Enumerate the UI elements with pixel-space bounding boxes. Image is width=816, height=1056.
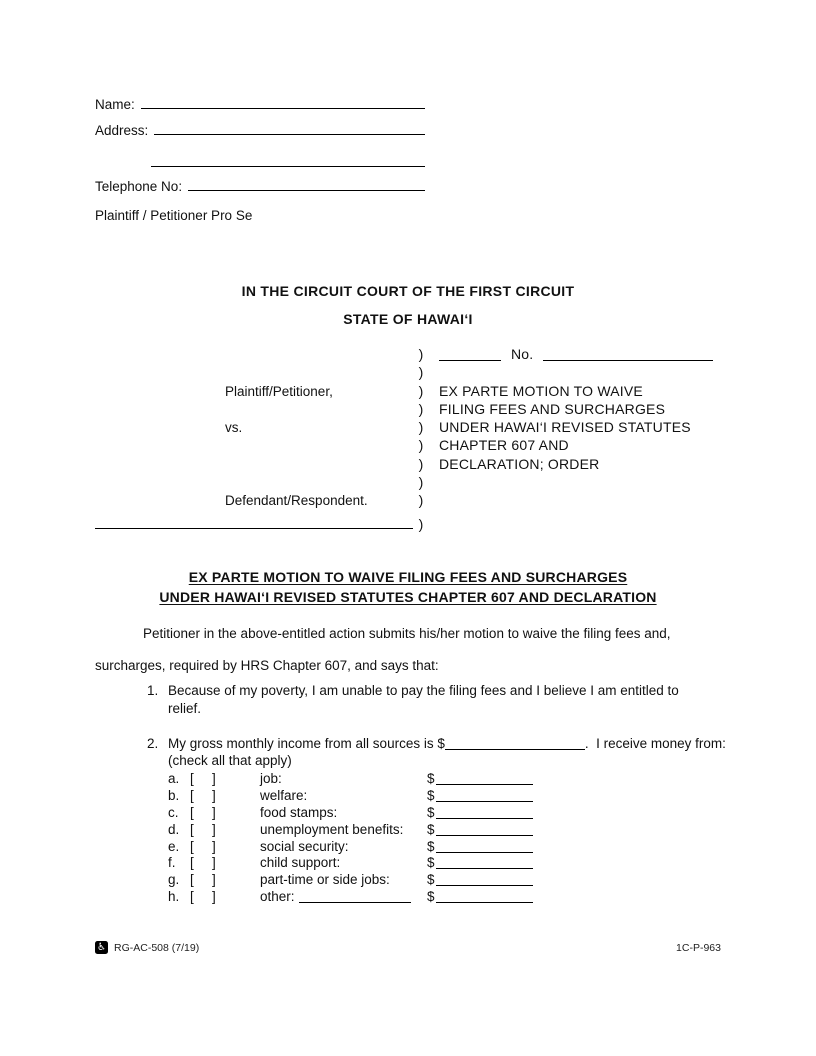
item-1-number: 1. [147, 683, 159, 698]
income-amount [427, 888, 533, 905]
case-number-label: No. [511, 346, 534, 362]
dollar-sign: $ [427, 855, 435, 871]
case-number-line[interactable] [543, 347, 713, 361]
checkbox-close-bracket: ] [212, 872, 216, 888]
intro-paragraph [95, 618, 735, 682]
checkbox-open-bracket: [ [190, 838, 194, 854]
caption-right-cell: UNDER HAWAI‘I REVISED STATUTES [439, 419, 691, 436]
checkbox-open-bracket: [ [190, 787, 194, 803]
court-title [0, 277, 816, 333]
checkbox[interactable] [190, 821, 260, 838]
case-caption [95, 346, 725, 532]
checkbox[interactable] [190, 871, 260, 888]
income-amount [427, 770, 533, 787]
item-2-number: 2. [147, 736, 159, 751]
intro-line2: surcharges, required by HRS Chapter 607, and says that: [95, 658, 439, 673]
wheelchair-accessibility-icon: ♿ [95, 941, 108, 954]
checkbox[interactable] [190, 770, 260, 787]
caption-right-cell: FILING FEES AND SURCHARGES [439, 400, 666, 417]
dollar-sign: $ [427, 804, 435, 820]
income-item-label: unemployment benefits: [260, 821, 404, 837]
caption-row [95, 383, 725, 401]
name-line[interactable] [141, 95, 425, 109]
address-label: Address: [95, 123, 149, 138]
caption-row [95, 401, 725, 419]
amount-line[interactable] [436, 855, 533, 869]
address-line[interactable] [154, 121, 425, 135]
income-item-row [168, 821, 735, 838]
amount-line[interactable] [436, 872, 533, 886]
address-line-2[interactable] [151, 153, 425, 167]
caption-signature-line[interactable] [95, 511, 413, 529]
caption-paren: ) [418, 474, 424, 491]
caption-paren: ) [418, 419, 424, 436]
motion-heading-line1: EX PARTE MOTION TO WAIVE FILING FEES AND SURCHARGES [188, 569, 628, 585]
caption-row [95, 492, 725, 510]
gross-income-sentence [168, 735, 735, 752]
checkbox-close-bracket: ] [212, 821, 216, 837]
income-item-row [168, 838, 735, 855]
amount-line[interactable] [436, 889, 533, 903]
income-item-label: part-time or side jobs: [260, 872, 390, 888]
other-source-line[interactable] [299, 889, 411, 903]
income-item-letter: h. [168, 889, 180, 905]
income-item-label: food stamps: [260, 804, 338, 820]
income-item-row [168, 871, 735, 888]
income-item-label: social security: [260, 838, 349, 854]
caption-row [95, 474, 725, 492]
checkbox-open-bracket: [ [190, 872, 194, 888]
income-item-letter: d. [168, 821, 180, 837]
income-amount [427, 804, 533, 821]
checkbox-close-bracket: ] [212, 804, 216, 820]
item-1-line1: Because of my poverty, I am unable to pay the filing fees and I believe I am entitled to [168, 683, 679, 698]
party-info-block [95, 95, 425, 226]
gross-income-text-after: . I receive money from: [584, 736, 726, 751]
address-field-line2 [95, 153, 425, 171]
checkbox-close-bracket: ] [212, 889, 216, 905]
checkbox[interactable] [190, 888, 260, 905]
checkbox-open-bracket: [ [190, 889, 194, 905]
income-amount [427, 821, 533, 838]
amount-line[interactable] [436, 805, 533, 819]
income-item-row [168, 888, 735, 905]
intro-line1: Petitioner in the above-entitled action submits his/her motion to waive the filing fees and, [143, 626, 671, 641]
check-all-instruction: (check all that apply) [168, 753, 292, 768]
checkbox-open-bracket: [ [190, 771, 194, 786]
pro-se-label: Plaintiff / Petitioner Pro Se [95, 208, 253, 223]
caption-right-cell: CHAPTER 607 AND [439, 437, 569, 454]
caption-right-cell [429, 346, 725, 362]
caption-paren: ) [418, 346, 424, 362]
caption-left-cell: vs. [225, 420, 243, 436]
income-amount [427, 838, 533, 855]
dollar-sign: $ [427, 771, 435, 786]
item-1 [95, 682, 735, 717]
income-item-label: job: [260, 771, 282, 786]
court-title-line2: STATE OF HAWAI‘I [343, 311, 473, 327]
income-item-row [168, 770, 735, 787]
case-type-line[interactable] [439, 347, 501, 361]
income-item-label: other: [260, 888, 427, 905]
checkbox-open-bracket: [ [190, 821, 194, 837]
caption-row [95, 437, 725, 455]
checkbox-close-bracket: ] [212, 838, 216, 854]
dollar-sign: $ [427, 838, 435, 854]
income-amount [427, 871, 533, 888]
caption-paren: ) [418, 455, 424, 472]
telephone-line[interactable] [188, 177, 425, 191]
checkbox-open-bracket: [ [190, 804, 194, 820]
dollar-sign: $ [427, 889, 435, 905]
caption-paren: ) [418, 515, 424, 532]
caption-paren: ) [418, 492, 424, 509]
gross-income-text-before: My gross monthly income from all sources is $ [168, 736, 445, 751]
checkbox[interactable] [190, 804, 260, 821]
checkbox[interactable] [190, 838, 260, 855]
checkbox-close-bracket: ] [212, 771, 216, 786]
motion-heading-line2: UNDER HAWAI‘I REVISED STATUTES CHAPTER 607 AND DECLARATION [159, 588, 657, 605]
income-item-row [168, 854, 735, 871]
page-footer [95, 941, 721, 954]
address-field [95, 121, 425, 139]
caption-row [95, 419, 725, 437]
name-field [95, 95, 425, 113]
caption-right-cell: EX PARTE MOTION TO WAIVE [439, 382, 643, 399]
income-amount [427, 854, 533, 871]
checkbox-close-bracket: ] [212, 787, 216, 803]
telephone-label: Telephone No: [95, 179, 183, 194]
income-item-label: child support: [260, 855, 341, 871]
checkbox[interactable] [190, 787, 260, 804]
amount-line[interactable] [436, 771, 533, 785]
income-item-row [168, 787, 735, 804]
income-item-letter: a. [168, 771, 180, 786]
caption-left-cell: Plaintiff/Petitioner, [225, 383, 333, 399]
caption-paren: ) [418, 437, 424, 454]
caption-paren: ) [418, 400, 424, 417]
motion-body [95, 618, 735, 905]
income-item-label: welfare: [260, 787, 308, 803]
motion-heading [0, 568, 816, 607]
item-1-line2: relief. [168, 700, 202, 716]
page-code: 1C-P-963 [676, 941, 721, 954]
income-amount [427, 787, 533, 804]
caption-left-cell: Defendant/Respondent. [225, 493, 368, 509]
caption-row [95, 511, 725, 532]
name-label: Name: [95, 97, 135, 112]
income-item-letter: e. [168, 838, 180, 854]
dollar-sign: $ [427, 872, 435, 888]
income-item-letter: f. [168, 855, 176, 871]
amount-line[interactable] [436, 839, 533, 853]
income-checklist [168, 770, 735, 905]
caption-right-cell: DECLARATION; ORDER [439, 455, 600, 472]
amount-line[interactable] [436, 822, 533, 836]
income-item-letter: g. [168, 872, 180, 888]
income-item-letter: b. [168, 787, 180, 803]
form-number: RG-AC-508 (7/19) [114, 941, 200, 954]
caption-paren: ) [418, 364, 424, 381]
court-title-line1: IN THE CIRCUIT COURT OF THE FIRST CIRCUIT [241, 283, 575, 299]
telephone-field [95, 177, 425, 195]
checkbox[interactable] [190, 854, 260, 871]
caption-row [95, 346, 725, 364]
income-item-row [168, 804, 735, 821]
dollar-sign: $ [427, 821, 435, 837]
dollar-sign: $ [427, 787, 435, 803]
caption-row [95, 456, 725, 474]
checkbox-close-bracket: ] [212, 855, 216, 871]
item-2 [95, 735, 735, 905]
footer-left [95, 941, 199, 954]
caption-row [95, 364, 725, 382]
amount-line[interactable] [436, 788, 533, 802]
caption-paren: ) [418, 382, 424, 399]
gross-income-line[interactable] [445, 736, 585, 750]
checkbox-open-bracket: [ [190, 855, 194, 871]
income-item-letter: c. [168, 804, 179, 820]
